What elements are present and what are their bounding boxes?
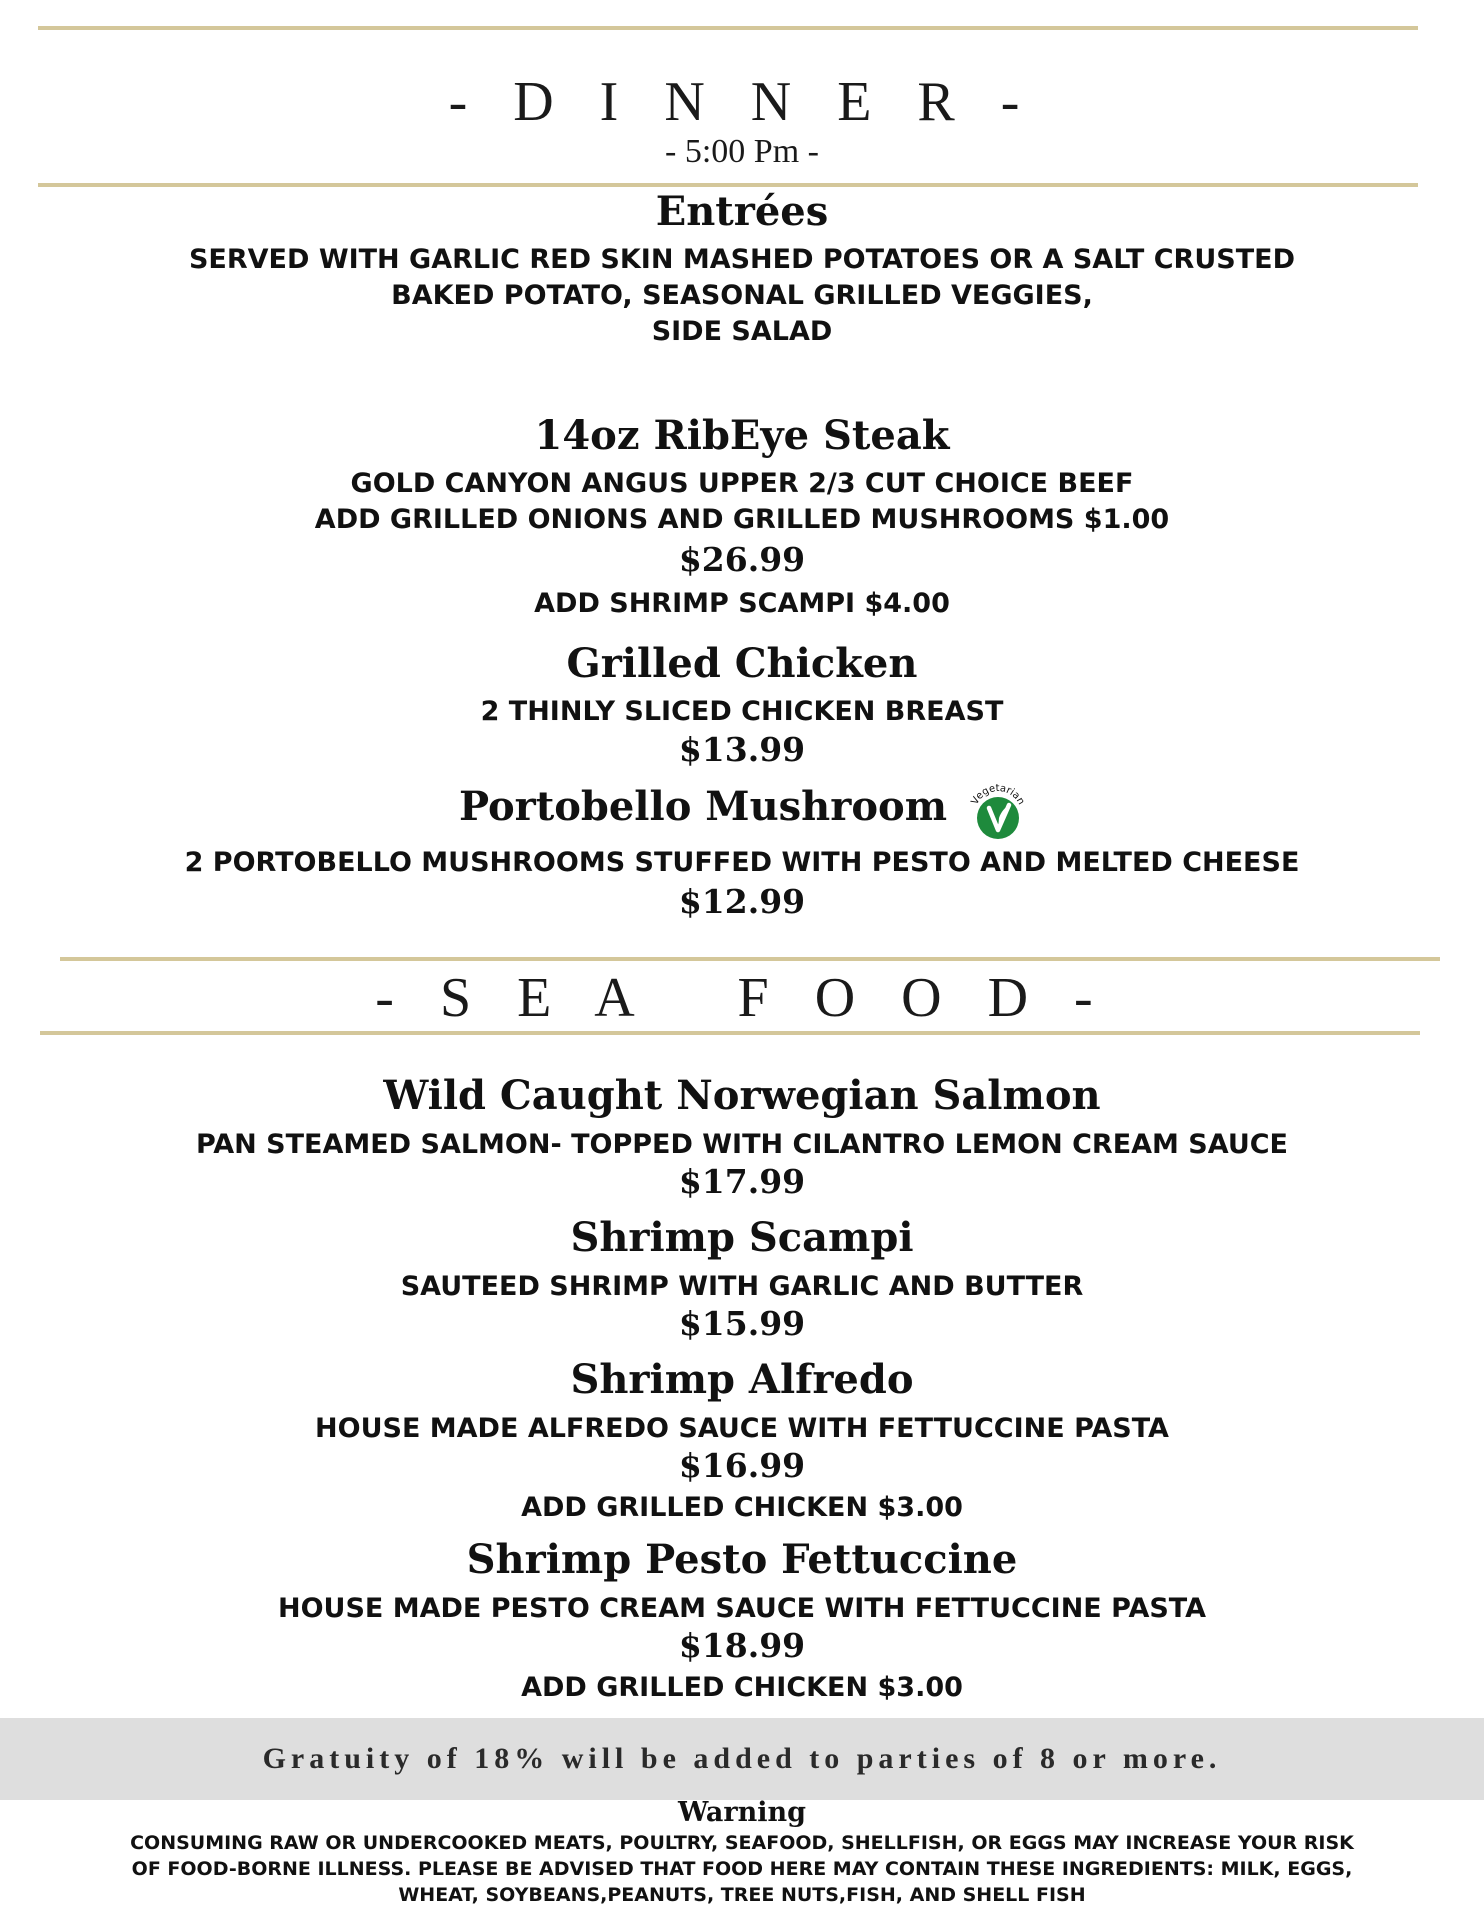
shrimp-alfredo-title: Shrimp Alfredo xyxy=(570,1356,914,1403)
dinner-time: - 5:00 Pm - xyxy=(665,133,819,170)
ribeye-title: 14oz RibEye Steak xyxy=(534,412,950,459)
ribeye-desc-line-1: GOLD CANYON ANGUS UPPER 2/3 CUT CHOICE BEEF xyxy=(350,468,1134,499)
shrimp-scampi-desc: SAUTEED SHRIMP WITH GARLIC AND BUTTER xyxy=(400,1271,1084,1302)
ribeye-price: $26.99 xyxy=(678,540,806,579)
gratuity-banner xyxy=(0,1718,1484,1800)
warning-line-3: WHEAT, SOYBEANS,PEANUTS, TREE NUTS,FISH, AND SHELL FISH xyxy=(398,1884,1086,1906)
shrimp-pesto-desc: HOUSE MADE PESTO CREAM SAUCE WITH FETTUCCINE PASTA xyxy=(277,1593,1207,1624)
shrimp-pesto-addon: ADD GRILLED CHICKEN $3.00 xyxy=(521,1672,963,1703)
shrimp-alfredo-addon: ADD GRILLED CHICKEN $3.00 xyxy=(521,1492,963,1523)
dinner-section-title: - D I N N E R - xyxy=(448,71,1036,133)
salmon-desc: PAN STEAMED SALMON- TOPPED WITH CILANTRO LEMON CREAM SAUCE xyxy=(195,1129,1289,1160)
vegetarian-badge-label: Vegetarian xyxy=(969,783,1027,808)
shrimp-pesto-price: $18.99 xyxy=(678,1626,806,1665)
top-divider xyxy=(38,26,1418,30)
warning-line-2: OF FOOD-BORNE ILLNESS. PLEASE BE ADVISED THAT FOOD HERE MAY CONTAIN THESE INGREDIENTS: MILK, EGGS, xyxy=(131,1858,1353,1880)
seafood-top-divider xyxy=(60,957,1440,961)
portobello-price: $12.99 xyxy=(678,882,806,921)
warning-line-1: CONSUMING RAW OR UNDERCOOKED MEATS, POULTRY, SEAFOOD, SHELLFISH, OR EGGS MAY INCREASE YOUR RISK xyxy=(130,1832,1354,1854)
warning-title: Warning xyxy=(677,1797,807,1828)
shrimp-alfredo-price: $16.99 xyxy=(678,1446,806,1485)
gratuity-text: Gratuity of 18% will be added to parties of 8 or more. xyxy=(262,1742,1222,1775)
seafood-bottom-divider xyxy=(40,1031,1420,1035)
entrees-served-with-line-2: BAKED POTATO, SEASONAL GRILLED VEGGIES, xyxy=(391,280,1093,311)
salmon-price: $17.99 xyxy=(678,1162,806,1201)
entrees-served-with-line-3: SIDE SALAD xyxy=(651,316,833,347)
grilled-chicken-desc: 2 THINLY SLICED CHICKEN BREAST xyxy=(480,696,1004,727)
shrimp-scampi-price: $15.99 xyxy=(678,1304,806,1343)
entrees-served-with-line-1: SERVED WITH GARLIC RED SKIN MASHED POTATOES OR A SALT CRUSTED xyxy=(188,244,1295,275)
entrees-title: Entrées xyxy=(655,188,829,235)
shrimp-pesto-title: Shrimp Pesto Fettuccine xyxy=(466,1536,1018,1583)
vegetarian-badge-icon xyxy=(965,778,1025,838)
portobello-title-row xyxy=(0,783,1484,846)
dinner-divider xyxy=(38,183,1418,187)
ribeye-addon: ADD SHRIMP SCAMPI $4.00 xyxy=(534,588,950,619)
salmon-title: Wild Caught Norwegian Salmon xyxy=(383,1072,1101,1119)
shrimp-alfredo-desc: HOUSE MADE ALFREDO SAUCE WITH FETTUCCINE PASTA xyxy=(315,1413,1169,1444)
ribeye-desc-line-2: ADD GRILLED ONIONS AND GRILLED MUSHROOMS $1.00 xyxy=(314,504,1170,535)
grilled-chicken-price: $13.99 xyxy=(678,730,806,769)
portobello-desc: 2 PORTOBELLO MUSHROOMS STUFFED WITH PESTO AND MELTED CHEESE xyxy=(184,847,1300,878)
portobello-title: Portobello Mushroom xyxy=(458,783,948,830)
shrimp-scampi-title: Shrimp Scampi xyxy=(570,1214,914,1261)
grilled-chicken-title: Grilled Chicken xyxy=(566,640,918,687)
seafood-section-title: - S E A F O O D - xyxy=(375,967,1109,1029)
